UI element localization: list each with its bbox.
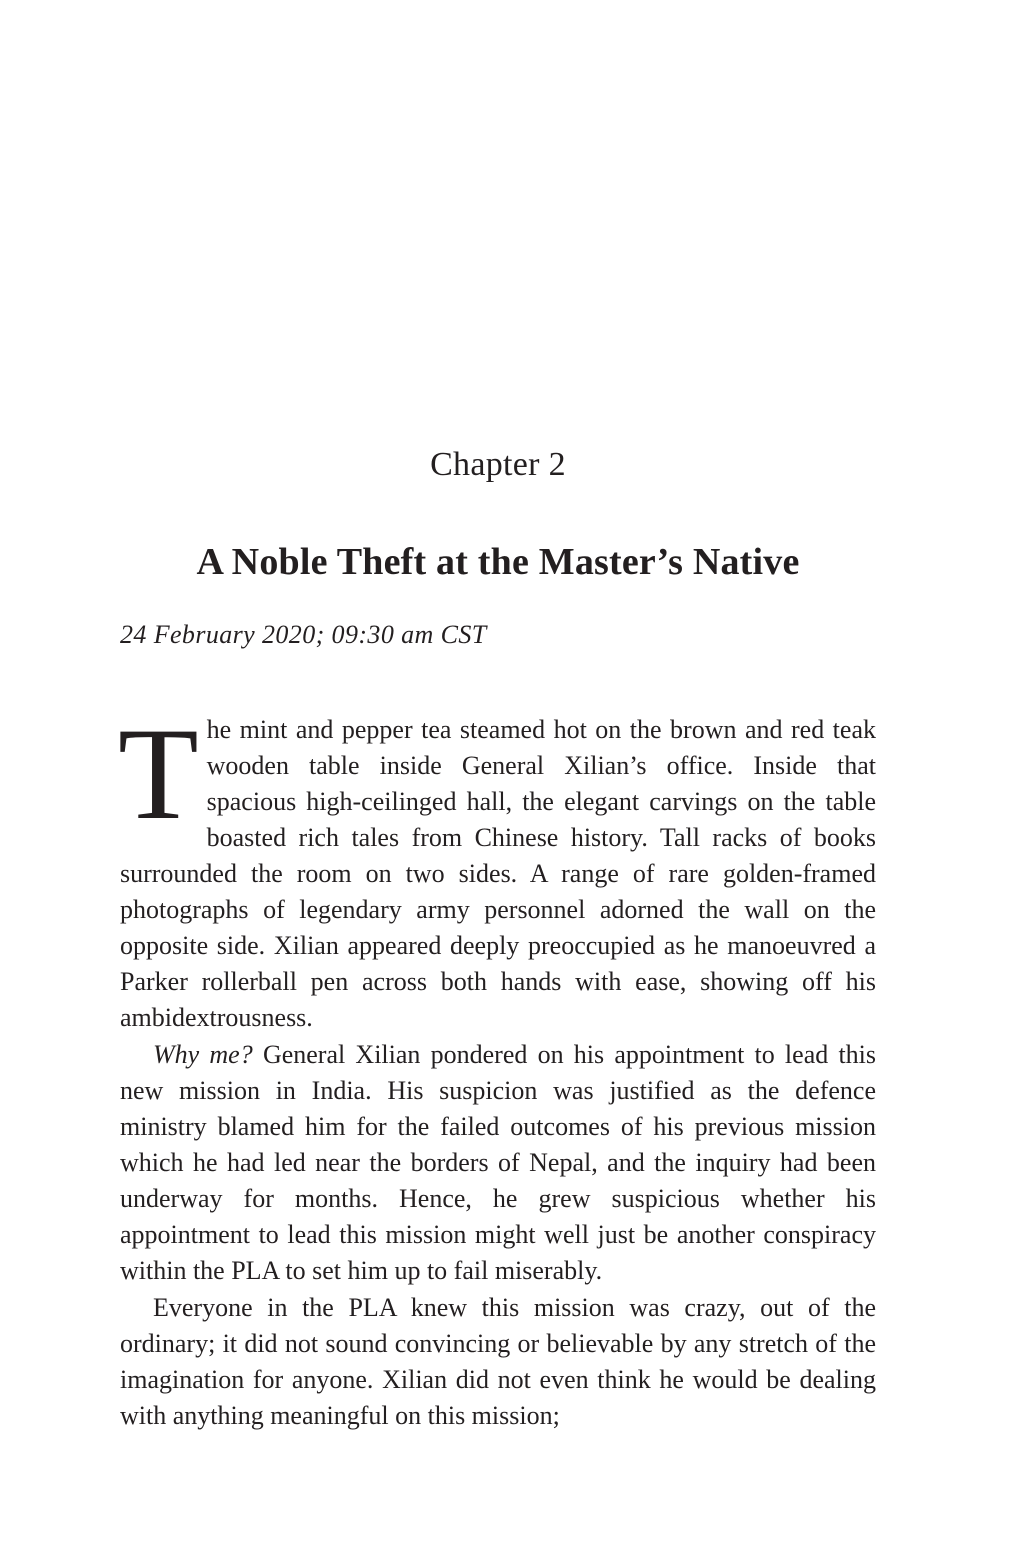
paragraph-2-italic-lead: Why me? <box>153 1040 253 1069</box>
chapter-number: Chapter 2 <box>430 446 566 483</box>
drop-cap: T <box>118 700 199 847</box>
paragraph-3 <box>120 1290 876 1434</box>
paragraph-1-text: he mint and pepper tea steamed hot on the brown and red teak wooden table inside General Xilian’s office. Inside that spacious high-ceilinged hall, the elegant carvings on the table boasted rich tales from Chinese history. Tall racks of books surrounded the room on two sides. A range of rare golden-framed photographs of legendary army personnel adorned the wall on the opposite side. Xilian appeared deeply preoccupied as he manoeuvred a Parker rollerball pen across both hands with ease, showing off his ambidextrousness. <box>120 715 876 1032</box>
chapter-title: A Noble Theft at the Master’s Native <box>196 541 800 583</box>
paragraph-2 <box>120 1037 876 1289</box>
body-text <box>118 700 877 1434</box>
paragraph-1 <box>118 700 876 1036</box>
dateline: 24 February 2020; 09:30 am CST <box>120 620 487 649</box>
paragraph-2-text: General Xilian pondered on his appointment to lead this new mission in India. His suspicion was justified as the defence ministry blamed him for the failed outcomes of his previous mission which he had led near the borders of Nepal, and the inquiry had been underway for months. Hence, he grew suspicious whether his appointment to lead this mission might well just be another conspiracy within the PLA to set him up to fail miserably. <box>120 1040 877 1285</box>
paragraph-3-text: Everyone in the PLA knew this mission was crazy, out of the ordinary; it did not sound convincing or believable by any stretch of the imagination for anyone. Xilian did not even think he would be dealing with anything meaningful on this mission; <box>120 1293 876 1430</box>
